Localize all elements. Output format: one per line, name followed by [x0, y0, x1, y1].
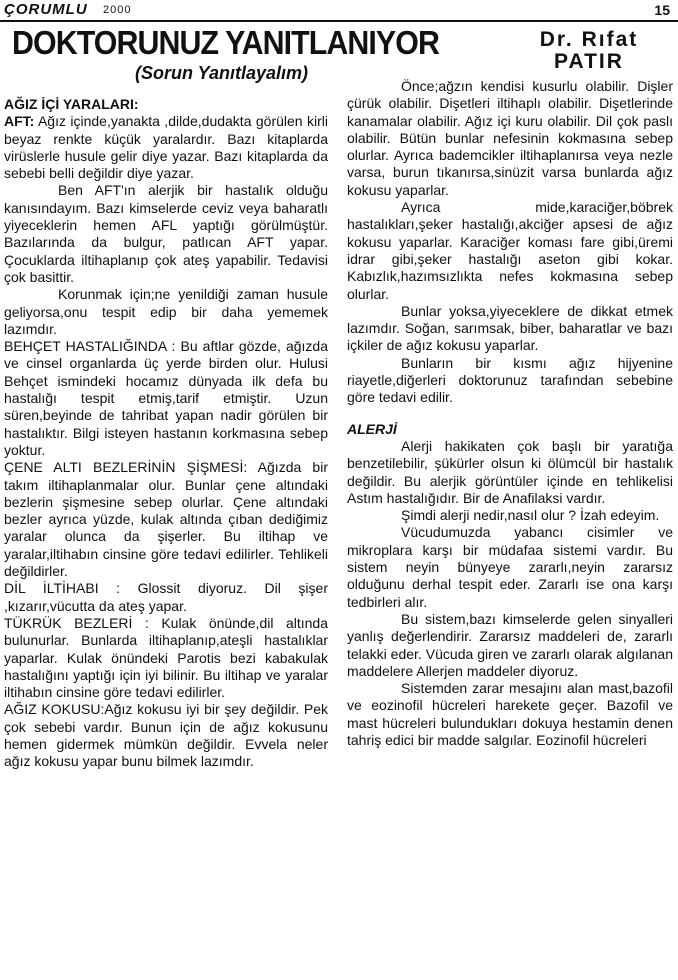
paragraph: Sistemden zarar mesajını alan mast,bazofil ve eozinofil hücreleri harekete geçer. Bazofil ve mast hücreleri bulundukları dokuya hestamin denen tahriş edici bir madde salgılar. Eozinofil hücreleri	[347, 680, 673, 748]
article-title: DOKTORUNUZ YANITLANIYOR	[12, 24, 439, 61]
author-name: Dr. Rıfat	[539, 28, 639, 51]
page-number: 15	[654, 2, 670, 18]
section-heading-allergy: ALERJİ	[347, 420, 397, 437]
right-column	[347, 78, 673, 749]
left-column	[4, 96, 328, 771]
paragraph: Bu sistem,bazı kimselerde gelen sinyalleri yanlış değerlendirir. Zararsız maddeleri de, zararlı telakki eder. Vücuda giren ve zararlı olarak algılanan maddelere Allerjen maddeler diyoruz.	[347, 610, 673, 679]
paragraph: Ben AFT'ın alerjik bir hastalık olduğu kanısındayım. Bazı kimselerde ceviz veya baharatlı yiyeceklerin hemen AFL yaptığı görülmüştür. Bazılarında da bulgur, patlıcan AFT yapar. Çocuklarda iltihaplanıp çok ateş yapabilir. Tedavisi çok basittir.	[4, 182, 328, 285]
paragraph: Bunların bir kısmı ağız hijyenine riayetle,diğerleri doktorunuz tarafından sebebine göre tedavi edilir.	[347, 354, 673, 406]
paragraph: Vücudumuzda yabancı cisimler ve mikroplara karşı bir müdafaa sistemi vardır. Bu sistem neyin bünyeye zararlı,neyin zararsız olduğunu derhal tespit eder. Zararlı ise ona karşı tedbirleri alır.	[347, 524, 673, 610]
paragraph: Ayrıca mide,karaciğer,böbrek hastalıkları,şeker hastalığı,akciğer apsesi de ağız kokusu yaparlar. Karaciğer koması fare gibi,üremi idrar gibi,şeker hastalığı aseton gibi kokar. Kabızlık,hazımsızlıkta nefes kokmasına sebep olurlar.	[347, 199, 673, 302]
paragraph: ÇENE ALTI BEZLERİNİN ŞİŞMESİ: Ağızda bir takım iltihaplanmalar olur. Bunlar çene altındaki bezlerin şişmesine sebep olurlar. Çene altındaki bezler ayrıca yüzde, kulak altında çıban dediğimiz yaralar olunca da şişerler. Bu iltihap ve yaralar,iltihabın cinsine göre tedavi edilirler. Tehlikeli değildirler.	[4, 459, 328, 580]
term-aft: AFT:	[4, 113, 35, 130]
paragraph: Korunmak için;ne yenildiği zaman husule geliyorsa,onu tespit edip bir daha yememek lazımdır.	[4, 286, 328, 337]
paragraph: BEHÇET HASTALIĞINDA : Bu aftlar gözde, ağızda ve cinsel organlarda üç yerde birden olur. Hulusi Behçet ismindeki hocamız dünyada ilk defa bu hastalığı tespit etmiş,tarif etmiştir. Uzun süren,beyinde de tahribat yapan nadir görülen bir hastalıktır. Bilgi isteyen hastanın korkmasına sebep yoktur.	[4, 338, 328, 458]
paragraph: Önce;ağzın kendisi kusurlu olabilir. Dişler çürük olabilir. Dişetleri iltihaplı olabilir. Dişetlerinde kanamalar olabilir. Ağız içi kuru olabilir. Dil çok paslı olabilir. Bütün bunlar nefesinin kokmasına sebep olurlar. Ayrıca bademcikler iltihaplanırsa veya nezle varsa, burun tıkanırsa,sinüzit varsa bunlarda ağız kokusu yaparlar.	[347, 78, 673, 198]
publication-logo: ÇORUMLU	[4, 1, 88, 18]
paragraph: AĞIZ KOKUSU:Ağız kokusu iyi bir şey değildir. Pek çok sebebi vardır. Bunun için de ağız kokusunu hemen gidermek mümkün değildir. Evvela neler ağız kokusu yapar bunu bilmek lazımdır.	[4, 701, 328, 770]
paragraph: DİL İLTİHABI : Glossit diyoruz. Dil şişer ,kızarır,vücutta da ateş yapar.	[4, 580, 328, 614]
author-block	[514, 29, 664, 73]
page-header	[0, 0, 678, 22]
paragraph: Şimdi alerji nedir,nasıl olur ? İzah edeyim.	[401, 507, 660, 524]
paragraph	[4, 113, 328, 182]
author-surname: PATIR	[554, 50, 624, 73]
publication-year: 2000	[103, 4, 132, 16]
article-subtitle: (Sorun Yanıtlayalım)	[135, 63, 309, 83]
header-rule	[0, 20, 678, 22]
paragraph: Alerji hakikaten çok başlı bir yaratığa benzetilebilir, şükürler olsun ki ölümcül bir hastalık değildir. Bu alerjik görüntüler içinde en tehlikelisi Astım hastalığıdır. Bir de Anafilaksi vardır.	[347, 437, 673, 506]
paragraph: TÜKRÜK BEZLERİ : Kulak önünde,dil altında bulunurlar. Bunlarda iltihaplanıp,ateşli hastalıklar yaparlar. Kulak önündeki Parotis bezi kabakulak hastalığını yaptığı için iyi bilinir. Bu iltihap ve yaralar iltihabın cinsine göre tedavi edilirler.	[4, 614, 328, 701]
paragraph: Bunlar yoksa,yiyeceklere de dikkat etmek lazımdır. Soğan, sarımsak, biber, baharatlar ve bazı içkiler de ağız kokusu yaparlar.	[347, 302, 673, 354]
section-heading-mouth-sores: AĞIZ İÇİ YARALARI:	[4, 96, 139, 112]
paragraph-text: Ağız içinde,yanakta ,dilde,dudakta görülen kirli beyaz renkte küçük yaralardır. Bazı kitaplarda virüslerle husule gelir diye yazar. Bazı kitaplarda da sebebi belli değildir diye yazar.	[4, 113, 328, 182]
